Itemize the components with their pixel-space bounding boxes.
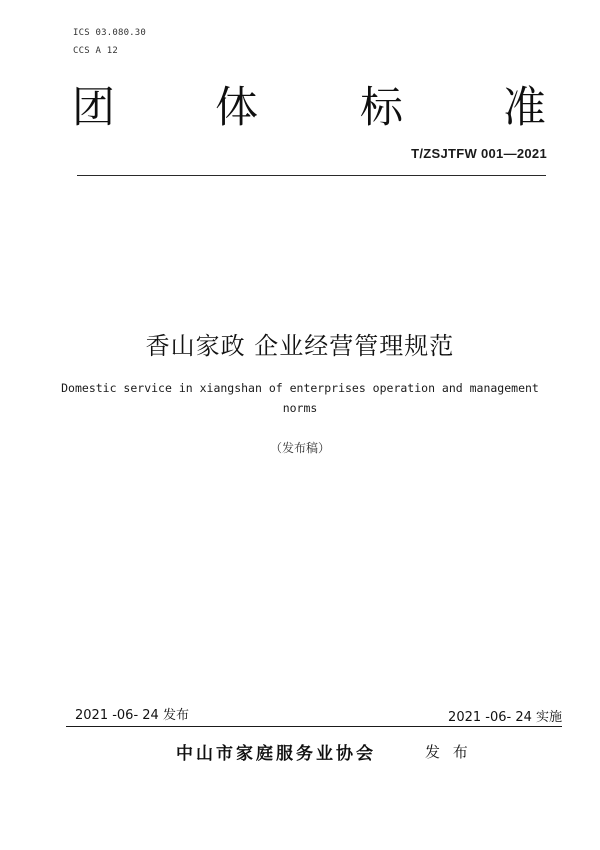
document-title-cn: 香山家政 企业经营管理规范 xyxy=(145,332,455,360)
standard-number: T/ZSJTFW 001—2021 xyxy=(411,146,547,161)
publisher-name: 中山市家庭服务业协会 xyxy=(176,744,376,764)
footer-divider xyxy=(66,726,562,727)
document-title-en-line2: norms xyxy=(282,401,318,415)
document-title-en-line1: Domestic service in xiangshan of enterprises operation and management xyxy=(61,381,539,395)
doc-type-char-1: 团 xyxy=(72,83,115,133)
draft-stage-label: （发布稿） xyxy=(269,441,330,455)
publish-label: 发 布 xyxy=(425,743,472,761)
doc-type-char-4: 准 xyxy=(503,83,546,133)
doc-type-char-2: 体 xyxy=(215,83,258,133)
ccs-code: CCS A 12 xyxy=(73,46,118,56)
header-divider xyxy=(77,175,546,176)
ics-code: ICS 03.080.30 xyxy=(73,28,147,38)
issue-date: 2021 -06- 24 发布 xyxy=(75,708,189,723)
implementation-date: 2021 -06- 24 实施 xyxy=(448,710,562,725)
document-title-en xyxy=(48,378,552,418)
doc-type-char-3: 标 xyxy=(360,83,403,133)
